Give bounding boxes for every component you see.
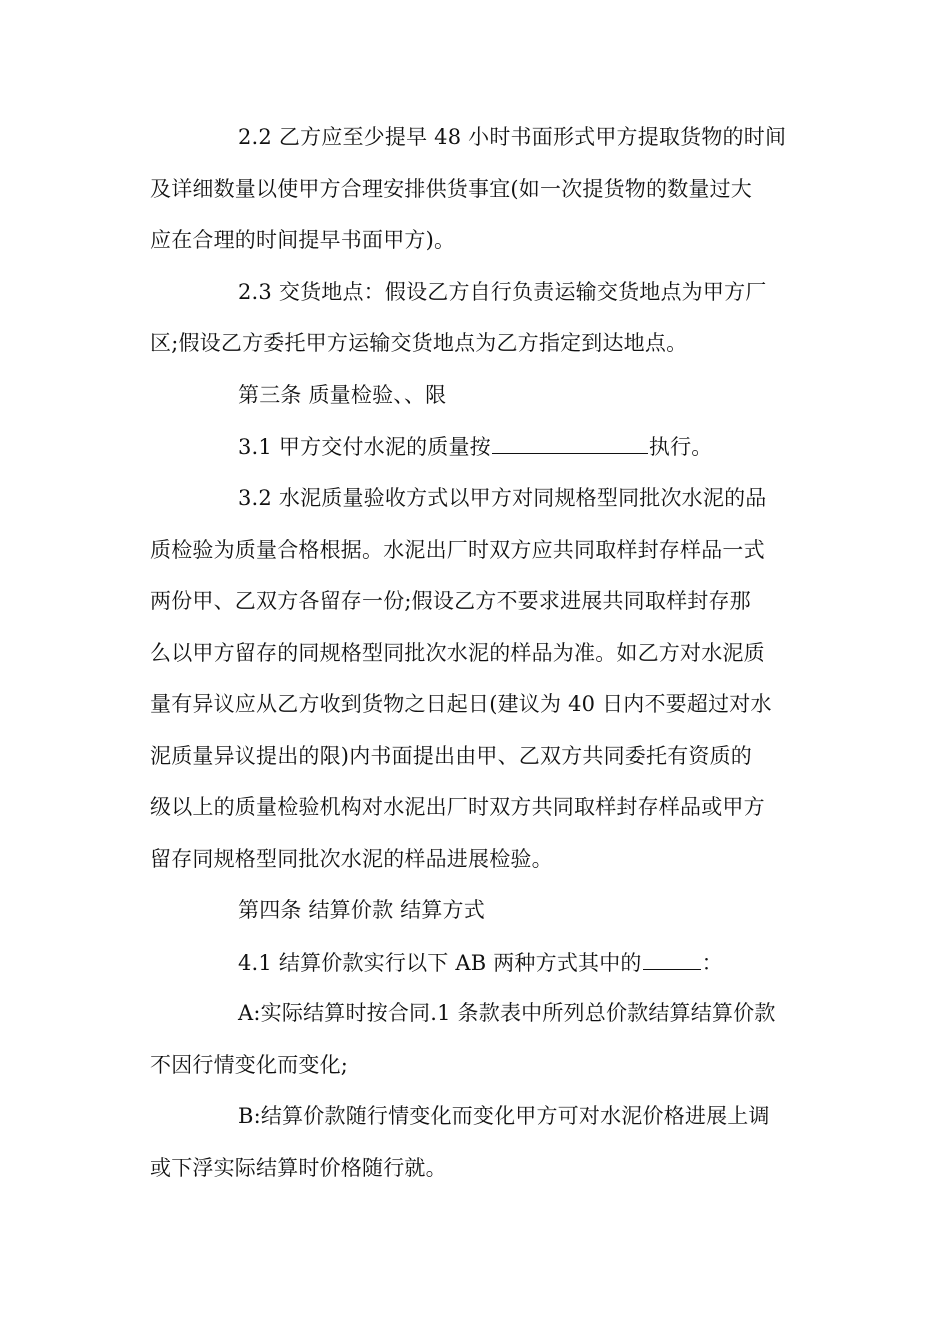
paragraph-2-2-line-2: 及详细数量以使甲方合理安排供货事宜(如一次提货物的数量过大 bbox=[150, 177, 752, 201]
paragraph-3-2-line-7: 级以上的质量检验机构对水泥出厂时双方共同取样封存样品或甲方 bbox=[150, 795, 765, 819]
paragraph-3-2-line-2: 质检验为质量合格根据。水泥出厂时双方应共同取样封存样品一式 bbox=[150, 538, 765, 562]
paragraph-3-1 bbox=[238, 431, 712, 462]
paragraph-3-2-line-3: 两份甲、乙双方各留存一份;假设乙方不要求进展共同取样封存那 bbox=[150, 589, 751, 613]
fill-in-blank bbox=[643, 947, 701, 970]
option-a-line-1: A:实际结算时按合同.1 条款表中所列总价款结算结算价款 bbox=[238, 1001, 776, 1025]
paragraph-4-1 bbox=[238, 947, 723, 978]
option-a-line-2: 不因行情变化而变化; bbox=[150, 1053, 349, 1077]
paragraph-2-3-line-1: 2.3 交货地点：假设乙方自行负责运输交货地点为甲方厂 bbox=[238, 280, 767, 304]
paragraph-4-1-text-after: ： bbox=[701, 951, 723, 975]
fill-in-blank bbox=[492, 431, 648, 454]
paragraph-2-2-line-3: 应在合理的时间提早书面甲方)。 bbox=[150, 228, 456, 252]
paragraph-3-2-line-4: 么以甲方留存的同规格型同批次水泥的样品为准。如乙方对水泥质 bbox=[150, 641, 765, 665]
paragraph-4-1-text-before: 4.1 结算价款实行以下 AB 两种方式其中的 bbox=[238, 951, 642, 975]
paragraph-3-1-text-before: 3.1 甲方交付水泥的质量按 bbox=[238, 435, 491, 459]
paragraph-3-2-line-1: 3.2 水泥质量验收方式以甲方对同规格型同批次水泥的品 bbox=[238, 486, 767, 510]
paragraph-2-2-line-1: 2.2 乙方应至少提早 48 小时书面形式甲方提取货物的时间 bbox=[238, 125, 787, 149]
paragraph-2-3-line-2: 区;假设乙方委托甲方运输交货地点为乙方指定到达地点。 bbox=[150, 331, 688, 355]
section-4-heading: 第四条 结算价款 结算方式 bbox=[238, 898, 485, 922]
option-b-line-1: B:结算价款随行情变化而变化甲方可对水泥价格进展上调 bbox=[238, 1104, 770, 1128]
section-3-heading: 第三条 质量检验、、限 bbox=[238, 383, 447, 407]
paragraph-3-2-line-8: 留存同规格型同批次水泥的样品进展检验。 bbox=[150, 847, 553, 871]
paragraph-3-2-line-5: 量有异议应从乙方收到货物之日起日(建议为 40 日内不要超过对水 bbox=[150, 692, 772, 716]
option-b-line-2: 或下浮实际结算时价格随行就。 bbox=[150, 1156, 447, 1180]
paragraph-3-2-line-6: 泥质量异议提出的限)内书面提出由甲、乙双方共同委托有资质的 bbox=[150, 744, 752, 768]
paragraph-3-1-text-after: 执行。 bbox=[648, 435, 713, 459]
